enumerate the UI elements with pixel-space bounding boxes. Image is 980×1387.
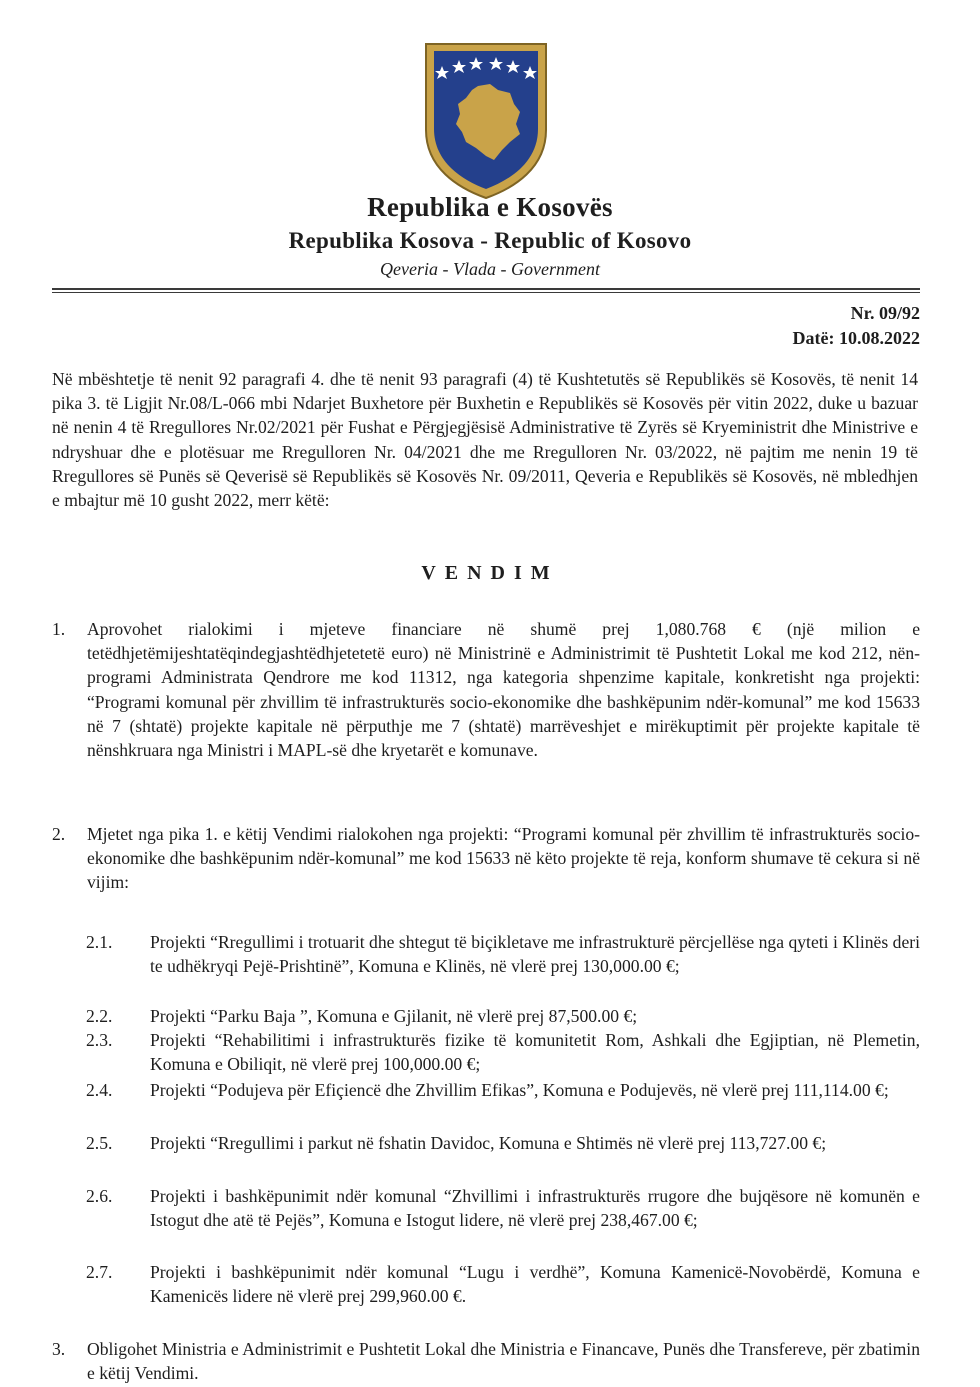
item-number: 2.	[52, 824, 66, 844]
decision-date: Datë: 10.08.2022	[792, 328, 920, 348]
project-text: Projekti i bashkëpunimit ndër komunal “Lugu i verdhë”, Komuna Kamenicë-Novobërdë, Komuna e Kamenicës lidere në vlerë prej 299,960.00 €.	[150, 1262, 920, 1307]
project-text: Projekti “Rregullimi i trotuarit dhe shtegut të biçikletave me infrastrukturë përcjellëse nga qyteti i Klinës deri te udhëkryqi Pejë-Prishtinë”, Komuna e Klinës, në vlerë prej 130,000.00 €;	[150, 932, 920, 977]
item-number: 1.	[52, 619, 66, 639]
decision-number: Nr. 09/92	[850, 303, 920, 323]
project-number: 2.6.	[86, 1186, 113, 1206]
project-number: 2.2.	[86, 1006, 113, 1026]
project-number: 2.4.	[86, 1080, 113, 1100]
project-text: Projekti “Rehabilitimi i infrastrukturës fizike të komunitetit Rom, Ashkali dhe Egjiptian, në Plemetin, Komuna e Obiliqit, në vlerë prej 100,000.00 €;	[150, 1030, 920, 1075]
government-label: Qeveria - Vlada - Government	[380, 259, 600, 279]
project-number: 2.7.	[86, 1262, 113, 1282]
country-name-heading: Republika e Kosovës	[367, 192, 613, 222]
project-text: Projekti i bashkëpunimit ndër komunal “Zhvillimi i infrastrukturës rrugore dhe bujqësore në komunën e Istogut dhe atë të Pejës”, Komuna e Istogut lidere, në vlerë prej 238,467.00 €;	[150, 1186, 920, 1231]
country-name-multilingual: Republika Kosova - Republic of Kosovo	[288, 228, 692, 253]
header-divider-thin	[52, 292, 920, 293]
project-number: 2.3.	[86, 1030, 113, 1050]
intro-paragraph: Në mbështetje të nenit 92 paragrafi 4. dhe të nenit 93 paragrafi (4) të Kushtetutës së Republikës së Kosovës, të nenit 14 pika 3. të Ligjit Nr.08/L-066 mbi Ndarjet Buxhetore për Buxhetin e Republikës së Kosovës për vitin 2022, duke u bazuar në nenin 4 të Rregullores Nr.02/2021 për Fushat e Përgjegjësisë Administrative të Zyrës së Kryeministrit dhe Ministrive e ndryshuar dhe e plotësuar me Rregulloren Nr. 04/2021 dhe me Rregulloren Nr. 03/2022, në pajtim me nenin 19 të Rregullores së Punës së Qeverisë së Republikës së Kosovës Nr. 09/2011, Qeveria e Republikës së Kosovës, në mbledhjen e mbajtur më 10 gusht 2022, merr këtë:	[52, 369, 918, 511]
project-number: 2.1.	[86, 932, 113, 952]
item-number: 3.	[52, 1339, 66, 1359]
project-text: Projekti “Parku Baja ”, Komuna e Gjilanit, në vlerë prej 87,500.00 €;	[150, 1006, 638, 1026]
decision-title: VENDIM	[421, 562, 559, 584]
item-text: Aprovohet rialokimi i mjeteve financiare në shumë prej 1,080.768 € (një milion e tetëdhjetëmijeshtatëqindegjashtëdhjetetetë euro) në Ministrinë e Administrimit të Pushtetit Lokal me kod 212, nën-programi Administrata Qendrore me kod 11312, nga kategoria shpenzime kapitale, konkretisht nga projekti: “Programi komunal për zhvillim të infrastrukturës socio-ekonomike dhe bashkëpunim ndër-komunal” me kod 15633 në 7 (shtatë) projekte kapitale në përputhje me 7 (shtatë) marrëveshjet e mirëkuptimit për projekte kapitale të nënshkruara nga Ministri i MAPL-së dhe kryetarët e komunave.	[87, 619, 920, 761]
item-text: Obligohet Ministria e Administrimit e Pushtetit Lokal dhe Ministria e Financave, Punës dhe Transfereve, për zbatimin e këtij Vendimi.	[87, 1339, 920, 1384]
project-text: Projekti “Podujeva për Efiçiencë dhe Zhvillim Efikas”, Komuna e Podujevës, në vlerë prej 111,114.00 €;	[150, 1080, 889, 1100]
header-divider	[52, 288, 920, 290]
kosovo-coat-of-arms-icon	[418, 38, 554, 202]
project-text: Projekti “Rregullimi i parkut në fshatin Davidoc, Komuna e Shtimës në vlerë prej 113,727.00 €;	[150, 1133, 827, 1153]
project-number: 2.5.	[86, 1133, 113, 1153]
item-text: Mjetet nga pika 1. e këtij Vendimi rialokohen nga projekti: “Programi komunal për zhvillim të infrastrukturës socio-ekonomike dhe bashkëpunim ndër-komunal” me kod 15633 në këto projekte të reja, konform shumave të cekura si në vijim:	[87, 824, 920, 893]
